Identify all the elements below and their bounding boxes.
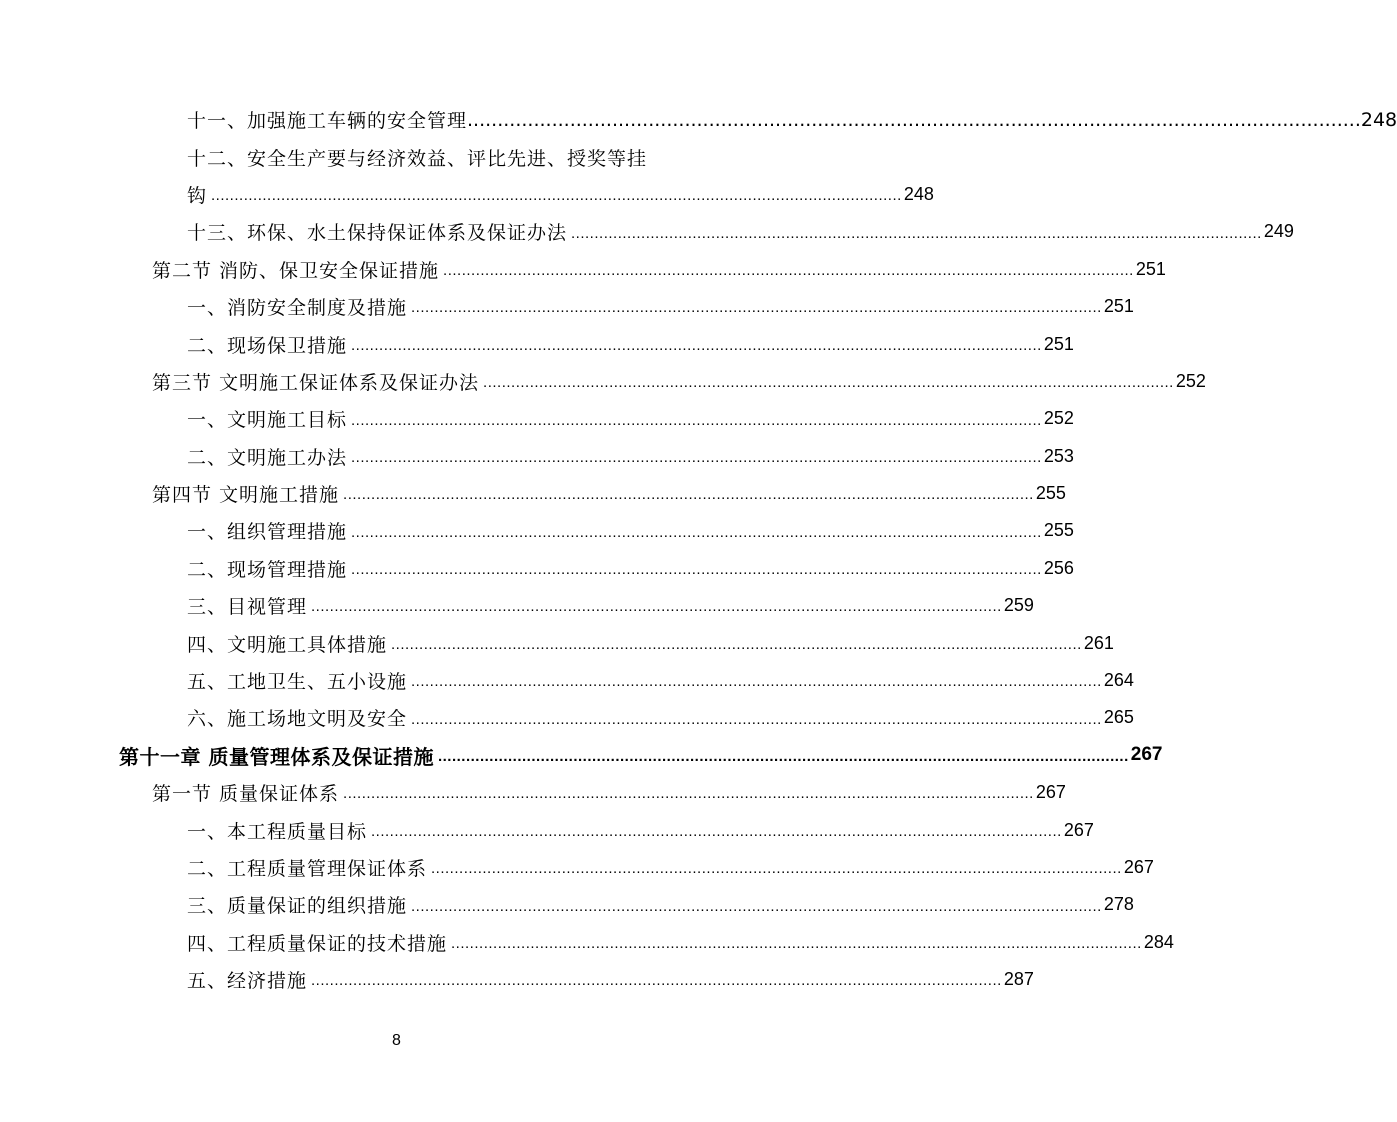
toc-page-number: 252 (1043, 408, 1074, 429)
toc-leader-dots: .................................................................................................................................................... (437, 748, 1129, 766)
toc-entry-item[interactable] (0, 699, 1134, 736)
toc-page-number: 284 (1143, 931, 1174, 952)
toc-page-number: 267 (1123, 857, 1154, 877)
toc-entry-text: 第三节 文明施工保证体系及保证办法 (152, 371, 480, 394)
toc-leader-dots: .................................................................................................................................................... (467, 108, 1361, 131)
toc-entry-item[interactable] (0, 550, 1074, 587)
toc-entry-item-continuation[interactable] (0, 176, 934, 213)
toc-leader-dots: .................................................................................................................................................... (351, 448, 1042, 466)
toc-entry-item[interactable] (0, 213, 1294, 250)
toc-leader-dots: .................................................................................................................................................... (443, 261, 1134, 279)
toc-entry-item[interactable] (0, 400, 1074, 437)
toc-leader-dots: .................................................................................................................................................... (411, 673, 1102, 691)
toc-page-number: 248 (1360, 108, 1397, 131)
toc-entry-section[interactable] (0, 774, 1066, 811)
toc-leader-dots: .................................................................................................................................................... (411, 299, 1102, 317)
toc-leader-dots: .................................................................................................................................................... (483, 374, 1174, 392)
toc-leader-dots: .................................................................................................................................................... (351, 336, 1042, 354)
toc-entry-section[interactable] (0, 475, 1066, 512)
toc-leader-dots: .................................................................................................................................................... (351, 411, 1042, 429)
toc-entry-item[interactable] (0, 849, 1154, 886)
toc-page-number: 255 (1043, 520, 1074, 541)
toc-entry-text-continued: 钩 (187, 184, 208, 207)
toc-page-number: 256 (1043, 557, 1074, 578)
toc-leader-dots: .................................................................................................................................................... (571, 224, 1262, 242)
table-of-contents (0, 101, 1397, 998)
toc-entry-item[interactable] (0, 288, 1134, 325)
toc-entry-text: 一、本工程质量目标 (187, 820, 368, 843)
toc-page-number: 251 (1103, 296, 1134, 317)
toc-entry-text: 第二节 消防、保卫安全保证措施 (152, 259, 440, 282)
toc-entry-text: 第十一章 质量管理体系及保证措施 (119, 744, 434, 769)
toc-entry-item[interactable] (0, 101, 1397, 138)
toc-leader-dots: .................................................................................................................................................... (343, 785, 1034, 803)
toc-leader-dots: .................................................................................................................................................... (311, 972, 1002, 990)
toc-page-number: 287 (1003, 969, 1034, 990)
toc-leader-dots: .................................................................................................................................................... (351, 523, 1042, 541)
toc-page-number: 267 (1063, 819, 1094, 840)
toc-page-number: 259 (1003, 595, 1034, 616)
toc-entry-text: 十一、加强施工车辆的安全管理 (187, 110, 468, 133)
toc-entry-item[interactable] (0, 924, 1174, 961)
toc-entry-text: 二、文明施工办法 (187, 446, 348, 469)
toc-entry-text: 四、文明施工具体措施 (187, 633, 388, 656)
toc-entry-item[interactable] (0, 624, 1114, 661)
toc-entry-text: 五、工地卫生、五小设施 (187, 671, 408, 694)
toc-entry-item-wrapped[interactable] (0, 138, 672, 175)
toc-entry-item[interactable] (0, 325, 1074, 362)
toc-entry-text: 十二、安全生产要与经济效益、评比先进、授奖等挂 (187, 147, 648, 170)
toc-page-number: 261 (1083, 632, 1114, 653)
toc-leader-dots: .................................................................................................................................................... (211, 187, 902, 205)
toc-entry-item[interactable] (0, 587, 1034, 624)
toc-entry-text: 二、工程质量管理保证体系 (187, 858, 428, 880)
toc-leader-dots: .................................................................................................................................................... (343, 486, 1034, 504)
toc-page-number: 251 (1043, 333, 1074, 354)
toc-entry-chapter[interactable] (0, 737, 1163, 774)
toc-leader-dots: .................................................................................................................................................... (451, 934, 1142, 952)
toc-leader-dots: .................................................................................................................................................... (391, 635, 1082, 653)
page-number: 8 (392, 1032, 401, 1049)
toc-entry-text: 十三、环保、水土保持保证体系及保证办法 (187, 222, 568, 245)
toc-page-number: 264 (1103, 670, 1134, 691)
toc-page-number: 249 (1263, 221, 1294, 242)
toc-page-number: 267 (1035, 782, 1066, 803)
toc-leader-dots: .................................................................................................................................................... (411, 897, 1102, 915)
toc-entry-item[interactable] (0, 662, 1134, 699)
toc-leader-dots: .................................................................................................................................................... (311, 598, 1002, 616)
toc-entry-text: 五、经济措施 (187, 970, 308, 993)
toc-leader-dots: .................................................................................................................................................... (431, 860, 1122, 878)
toc-page-number: 253 (1043, 445, 1074, 466)
toc-entry-item[interactable] (0, 438, 1074, 475)
toc-leader-dots: .................................................................................................................................................... (351, 561, 1042, 579)
toc-leader-dots: .................................................................................................................................................... (371, 822, 1062, 840)
toc-entry-section[interactable] (0, 363, 1206, 400)
toc-entry-text: 三、质量保证的组织措施 (187, 895, 408, 918)
toc-entry-text: 一、组织管理措施 (187, 521, 348, 544)
toc-page-number: 267 (1130, 744, 1163, 766)
toc-entry-text: 一、消防安全制度及措施 (187, 297, 408, 320)
toc-leader-dots: .................................................................................................................................................... (411, 710, 1102, 728)
toc-page-number: 255 (1035, 483, 1066, 504)
toc-page-number: 251 (1135, 258, 1166, 279)
toc-entry-text: 六、施工场地文明及安全 (187, 708, 408, 731)
toc-entry-text: 第四节 文明施工措施 (152, 484, 340, 507)
toc-entry-text: 三、目视管理 (187, 596, 308, 619)
toc-entry-item[interactable] (0, 961, 1034, 998)
toc-page-number: 278 (1103, 894, 1134, 915)
toc-entry-text: 第一节 质量保证体系 (152, 783, 340, 806)
toc-entry-text: 二、现场保卫措施 (187, 334, 348, 357)
toc-page-number: 265 (1103, 707, 1134, 728)
toc-entry-text: 四、工程质量保证的技术措施 (187, 932, 448, 955)
toc-entry-section[interactable] (0, 251, 1166, 288)
toc-entry-item[interactable] (0, 512, 1074, 549)
toc-entry-text: 二、现场管理措施 (187, 558, 348, 581)
toc-entry-text: 一、文明施工目标 (187, 409, 348, 432)
toc-page-number: 248 (903, 183, 934, 204)
toc-entry-item[interactable] (0, 811, 1094, 848)
toc-page-number: 252 (1175, 370, 1206, 391)
toc-entry-item[interactable] (0, 886, 1134, 923)
